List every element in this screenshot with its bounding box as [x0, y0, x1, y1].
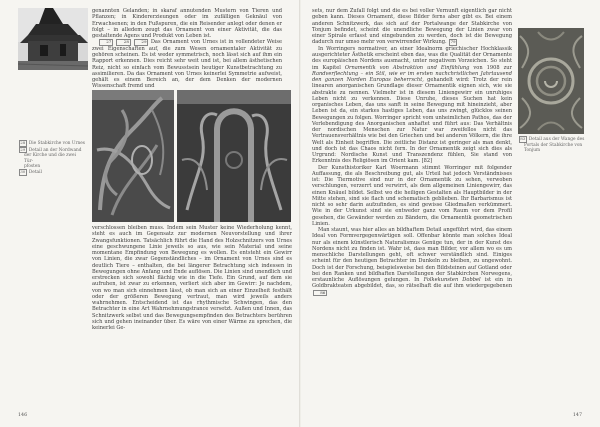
- right-caption: [518, 136, 588, 153]
- urnes-north-wall-photo: [92, 90, 174, 222]
- caption-line-1: 28 Die Stabkirche von Urnes: [20, 140, 86, 146]
- stave-church-photo: [18, 8, 88, 70]
- book-gutter: [299, 0, 301, 427]
- right-paragraph-2: In Worringers normativer, an einer Idealnorm griechischer Hochklassik ausgerichteter Ästhetik erscheint eben das, was die Qualität der Ornamente des europäischen Nordens ausmacht, unter negativem Vorzeichen. So steht im Kapitel Ornamentik von Abstraktion und Einfühlung von 1908 zur Randverflechtung – ein Stil, wie er im ersten nachchristlichen Jahrtausend den ganzen Norden Europas beherrscht, gehandelt wird: Trotz der rein linearen anorganischen Grundlage dieser Ornamentik eignen sich, wie sie abstrakte zu nennen. Vielmehr ist in diesem Liniengewirr ein unruhiges Leben nicht zu verkennen. Diese Unruhe, dieses Suchen hat kein organisches Leben, das uns sanft in seine Bewegung mit hineinzieht, aber Leben ist da, ein starkes hastiges Leben, das uns zwingt, glücklos seinen Bewegungen zu folgen. Worringer spricht vom unheimlichen Pathos, das der Verlebendigung des Anorganischen anhaftet und führt aus: Das Verhältnis der nordischen Menschen zur Natur war zweifellos nicht das Vertrauensverhältnis wie bei den Griechen und bei anderen Völkern, die ihre Welt als Einheit begriffen. Die zeitliche Distanz ist geringer als man denkt, und doch ist das Chaos nicht fern. In der Ornamentik zeigt sich dies als Urgrund: Nordische Kunst und Transzendenz fühlen, Sie stand von Erkenntnis des Religiösen im Orient kam. [82]: [312, 45, 512, 165]
- right-paragraph-1: sets, nur dem Zufall folgt und die es bei voller Vernunft eigentlich gar nicht geben kann. Dieses Ornament, diese Bilder ferns aber gibt es. Bei einem anderen Schnitzwerk, das sich auf der Portalwange der Stabkirche von Tonjum befindet, scheint die unendliche Bewegung der Linien zwar von einer Spirale erfasst und eingebunden zu werden, doch ist die Bewegung dadurch nur umso mehr von verwirrender Wirkung. 79: [312, 8, 512, 46]
- ref-box-28: 28: [116, 39, 130, 46]
- right-caption-line-1: 83 Detail aus der Wange des: [520, 136, 585, 142]
- left-urnes-text: Das Ornament von Urnes ist in vollendeter Weise zwei Eigenschaften auf, die zum Wesen ornamentaler Aktivität zu gehören scheinen. Es ist weder symmetrisch, noch lässt sich auf ihm ein Rapport erkennen. Dies reicht sehr weit und ist, bei allem ästhetischen Reiz, nicht so einfach vom Bewusstsein heutiger Kunstbetrachtung zu assimilieren. Da das Ornament von Urnes keinerlei Symmetrie aufweist, gehält es einem Bereich an, der dem Denken der modernen Wissenschaft fremd und: [92, 39, 283, 90]
- ref-box-86: 86: [313, 290, 327, 297]
- left-page-intro-text: [92, 8, 283, 90]
- left-lower-paragraph: verschlossen bleiben muss. Indem sein Muster keine Wiederholung kennt, steht es auch im Gegensatz zur modernen Neuvorstellung und ihrer Zwangsfunktionen. Tatsächlich führt die Hand des Holzschnitzers von Urnes eine geschwungene Linie jeweils so aus, wie sein Material und seine momentane Empfindung von Bewegung es wollen. Es entsteht ein Gewirr von Linien, die zwar Gegenständliches – im Ornament von Urnes sind es deutlich Tiere – enthalten, die bei längerer Betrachtung sich indessen in Bewegungen ohne Anfang und Ende auflösen. Die Linien sind unendlich und erstrecken sich sowohl flächig wie in die Tiefe. Ein Grund, auf dem sie aufruhen, ist zwar zu erkennen, verliert sich aber im Gewirr: Je nachdem, von wo man sich einnehmen lässt, ob man sich an einer Einzelheit festhält oder der größeren Bewegung vertraut, man wird jeweils anders wahrnehmen. Entscheidend ist das rhythmische Schwingen, das den Betrachter in eine Art Wahrnehmungstrance versetzt. Außen und Innen, das Schnitzwerk selbst und das Bewegungsempfinden des Betrachters berühren sich und gehen ineinander über. Es wäre von einer Wärme zu sprechen, die keinerlei Ge-: [92, 225, 292, 331]
- left-intro-paragraph: genannten Gelanden; in skaraf annutenden Mustern von Tieren und Pflanzen; in Kindererzieungen oder im zufälligen Geknäul von Erwachsenen; in den Fußspuren, die ein Reisender anlegt oder denen er folgt – in alledem zeugt das Ornament von einer Aktivität, die das gestaltende Agens und Produkt von Leben ist.: [92, 8, 282, 39]
- left-page-number: 146: [18, 413, 28, 418]
- caption-marker-83: 83: [520, 136, 526, 141]
- left-urnes-paragraph: [92, 39, 282, 89]
- caption-marker-29: 29: [20, 146, 26, 152]
- tonjum-portal-carving-photo: [518, 28, 584, 134]
- ref-box-79: 79: [450, 39, 456, 45]
- urnes-portal-detail-photo: [177, 90, 291, 222]
- caption-line-3: der Kirche und die zwei Tür-: [24, 153, 76, 164]
- caption-marker-30: 30: [20, 169, 26, 175]
- right-page-number: 147: [572, 413, 582, 418]
- caption-line-5: 30 Detail: [20, 169, 42, 176]
- caption-line-2: 29 Detail an der Nordwand: [20, 146, 82, 153]
- right-paragraph-4: Man staunt, was hier alles an bildhaftem Detail angeführt wird, das einem Ideal von Formvergegenwärtigen soll. Offenbar könnte man solches Ideal nur als einem künstlerisch Naturalismus Genüge tun, der in der Kunst des Nordens nicht zu finden ist. Wahr ist, dass man Bilder, vor allem wo es um menschliche Darstellungen geht, oft schwer verständlich sind. Einiges scheint für den heutigen Betrachter im Dunkeln zu bleiben, zu ungewohnt. Doch ist der Forschung, beispielsweise bei den Bildsteinen auf Gotland oder bei den Ranken und bildhaften Darstellungen der Stabkirchen Norwegens, erstaunliche Auflösungen gelungen. In Folkekunsten Dobbel ist ein in Goldbrakteaten abgebildet, das, so rätselhaft die auf ihm wiedergegebenen 86: [312, 227, 513, 295]
- ref-box-29: 29: [134, 39, 148, 46]
- right-caption-line-3: Tonjum: [524, 148, 541, 153]
- caption-line-4: pfosten: [24, 164, 41, 169]
- note-marker-82: [82]: [421, 158, 433, 165]
- right-paragraph-3: Der Kunsthistoriker Karl Woermann stimmt Worringer mit folgender Auffassung, die als Beschreibung gut, als Urteil hat jedoch Verständnisses ist: Die Tiermotive sind nur in der Ornamentik zu sehen, verwoben verschlungen, verzerrt und verwirrt, als dem allgemeinen Liniengewirr, das einen Knäuel bildet. Selbst wo die heiligen Gestalten als Hauptbilder in der Mitte stehen, sind sie flach und schematisch geblieben. Ihr Barbarismus ist nicht so sehr darin aufzufinden, es sind gewisse Gliedmaßen verkümmert. Wie in der Urkunst sind sie entweder ganz vom Raum vor dem Profil gesehen, die Gewänder werden zu Bändern, die Ornamentik geometrischen Linien.: [312, 164, 512, 227]
- right-page-text: [312, 8, 512, 413]
- left-caption: [18, 140, 86, 176]
- left-page-lower-text: [92, 225, 292, 405]
- right-caption-line-2: Portals der Stabkirche von: [524, 142, 583, 148]
- caption-marker-28: 28: [20, 140, 26, 145]
- ref-box-27: 27: [99, 39, 113, 46]
